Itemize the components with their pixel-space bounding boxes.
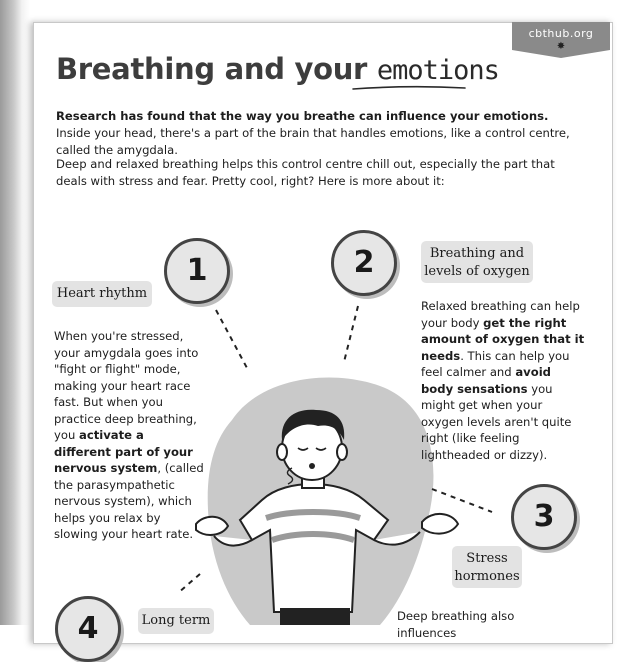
title-main: Breathing and your <box>56 52 368 86</box>
step-4-badge: 4 <box>55 596 121 662</box>
oxygen-text <box>421 298 585 463</box>
stress-hormones-text: Deep breathing also influences <box>397 609 515 640</box>
title-accent: emotions <box>376 55 499 86</box>
asterisk-icon: ✸ <box>556 41 566 52</box>
intro-bold: Research has found that the way you breathe can influence your emotions. <box>56 109 549 123</box>
step-3-badge: 3 <box>511 484 577 550</box>
heart-rhythm-text-2: , (called the parasympathetic nervous system), which helps you relax by slowing your heart rate. <box>54 461 204 541</box>
heart-rhythm-bold: activate a different part of your nervous system <box>54 428 193 475</box>
heart-rhythm-text-1: When you're stressed, your amygdala goes into "fight or flight" mode, making your heart race fast. But when you practice deep breathing, you <box>54 329 199 442</box>
intro-rest: Inside your head, there's a part of the brain that handles emotions, like a control centre, called the amygdala. <box>56 126 570 157</box>
label-stress-hormones <box>452 546 522 588</box>
oxygen-bold-1: get the right amount of oxygen that it needs <box>421 315 585 363</box>
brand-tag-text: cbthub.org <box>528 27 594 40</box>
oxygen-text-1: Relaxed breathing can help your body <box>421 299 580 330</box>
label-stress-line1: Stress <box>466 551 508 566</box>
oxygen-bold-2: avoid body sensations <box>421 365 551 396</box>
step-2-badge: 2 <box>331 230 397 296</box>
label-heart-rhythm: Heart rhythm <box>52 281 152 307</box>
intro-paragraph-2: Deep and relaxed breathing helps this control centre chill out, especially the part that deals with stress and fear. Pretty cool, right? Here is more about it: <box>56 157 555 188</box>
label-stress-line2: hormones <box>454 569 520 584</box>
label-long-term: Long term <box>138 608 214 634</box>
label-breathing-oxygen-line2: levels of oxygen <box>424 264 530 279</box>
heart-rhythm-text <box>54 328 204 543</box>
step-1-badge: 1 <box>164 238 230 304</box>
oxygen-text-2: . This can help you feel calmer and <box>421 348 570 379</box>
label-breathing-oxygen-line1: Breathing and <box>429 246 525 261</box>
oxygen-text-3: you might get when your oxygen levels aren't quite right (like feeling lightheaded or dizzy). <box>421 381 572 462</box>
label-breathing-oxygen <box>421 241 533 283</box>
